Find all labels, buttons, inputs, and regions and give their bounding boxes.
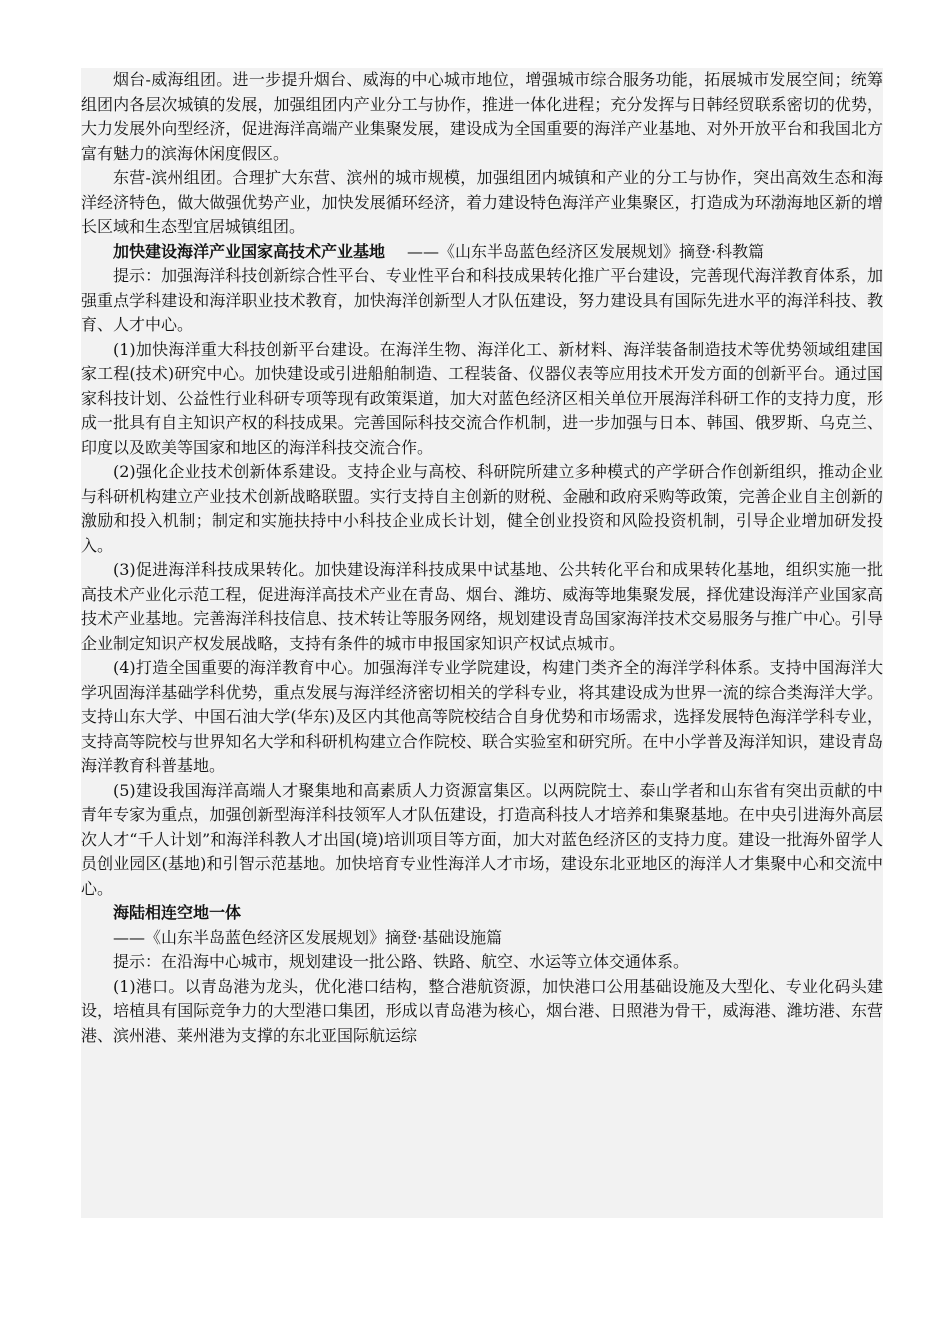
item-paragraph-3: (3)促进海洋科技成果转化。加快建设海洋科技成果中试基地、公共转化平台和成果转化基地，组织实施一批高技术产业化示范工程，促进海洋高技术产业在青岛、烟台、潍坊、威海等地集聚发展，择优建设海洋产业国家高技术产业基地。完善海洋科技信息、技术转让等服务网络，规划建设青岛国家海洋技术交易服务与推广中心。引导企业制定知识产权发展战略，支持有条件的城市申报国家知识产权试点城市。 bbox=[81, 560, 883, 653]
item-paragraph-port: (1)港口。以青岛港为龙头，优化港口结构，整合港航资源，加快港口公用基础设施及大型化、专业化码头建设，培植具有国际竞争力的大型港口集团，形成以青岛港为核心，烟台港、日照港为骨干，威海港、潍坊港、东营港、滨州港、莱州港为支撑的东北亚国际航运综 bbox=[81, 976, 883, 1045]
section-heading-tech-base: 加快建设海洋产业国家高技术产业基地 bbox=[113, 241, 386, 261]
paragraph-dongying-binzhou: 东营-滨州组团。合理扩大东营、滨州的城市规模，加强组团内城镇和产业的分工与协作，突出高效生态和海洋经济特色，做大做强优势产业，加快发展循环经济，着力建设特色海洋产业集聚区，打造成为环渤海地区新的增长区域和生态型宜居城镇组团。 bbox=[81, 168, 883, 236]
section-heading-infrastructure-line bbox=[81, 901, 883, 926]
tip-paragraph-keji: 提示：加强海洋科技创新综合性平台、专业性平台和科技成果转化推广平台建设，完善现代海洋教育体系，加强重点学科建设和海洋职业技术教育，加快海洋创新型人才队伍建设，努力建设具有国际先进水平的海洋科技、教育、人才中心。 bbox=[81, 266, 883, 334]
document-text-area bbox=[81, 68, 883, 1218]
document-body bbox=[81, 68, 883, 1048]
item-paragraph-2: (2)强化企业技术创新体系建设。支持企业与高校、科研院所建立多种模式的产学研合作创新组织，推动企业与科研机构建立产业技术创新战略联盟。实行支持自主创新的财税、金融和政府采购等政策，完善企业自主创新的激励和投入机制；制定和实施扶持中小科技企业成长计划，健全创业投资和风险投资机制，引导企业增加研发投入。 bbox=[81, 462, 883, 555]
paragraph-yantai-weihai: 烟台-威海组团。进一步提升烟台、威海的中心城市地位，增强城市综合服务功能，拓展城市发展空间；统筹组团内各层次城镇的发展，加强组团内产业分工与协作，推进一体化进程；充分发挥与日韩经贸联系密切的优势，大力发展外向型经济，促进海洋高端产业集聚发展，建设成为全国重要的海洋产业基地、对外开放平台和我国北方富有魅力的滨海休闲度假区。 bbox=[81, 70, 883, 163]
section-source-infrastructure: ——《山东半岛蓝色经济区发展规划》摘登·基础设施篇 bbox=[113, 927, 503, 947]
item-paragraph-1: (1)加快海洋重大科技创新平台建设。在海洋生物、海洋化工、新材料、海洋装备制造技术等优势领域组建国家工程(技术)研究中心。加快建设或引进船舶制造、工程装备、仪器仪表等应用技术开发方面的创新平台。通过国家科技计划、公益性行业科研专项等现有政策渠道，加大对蓝色经济区相关单位开展海洋科研工作的支持力度，形成一批具有自主知识产权的科技成果。完善国际科技交流合作机制，进一步加强与日本、韩国、俄罗斯、乌克兰、印度以及欧美等国家和地区的海洋科技交流合作。 bbox=[81, 339, 883, 457]
section-heading-infrastructure: 海陆相连空地一体 bbox=[113, 903, 242, 922]
item-paragraph-4: (4)打造全国重要的海洋教育中心。加强海洋专业学院建设，构建门类齐全的海洋学科体系。支持中国海洋大学巩固海洋基础学科优势，重点发展与海洋经济密切相关的学科专业，将其建设成为世界一流的综合类海洋大学。支持山东大学、中国石油大学(华东)及区内其他高等院校结合自身优势和市场需求，选择发展特色海洋学科专业，支持高等院校与世界知名大学和科研机构建立合作院校、联合实验室和研究所。在中小学普及海洋知识，建设青岛海洋教育科普基地。 bbox=[81, 658, 883, 775]
section-source-keji: ——《山东半岛蓝色经济区发展规划》摘登·科教篇 bbox=[407, 241, 765, 261]
tip-paragraph-infrastructure: 提示：在沿海中心城市，规划建设一批公路、铁路、航空、水运等立体交通体系。 bbox=[113, 952, 690, 971]
section-heading-line bbox=[81, 240, 883, 265]
item-paragraph-5: (5)建设我国海洋高端人才聚集地和高素质人力资源富集区。以两院院士、泰山学者和山东省有突出贡献的中青年专家为重点，加强创新型海洋科技领军人才队伍建设，打造高科技人才培养和集聚基地。在中央引进海外高层次人才“千人计划”和海洋科教人才出国(境)培训项目等方面，加大对蓝色经济区的支持力度。建设一批海外留学人员创业园区(基地)和引智示范基地。加快培育专业性海洋人才市场，建设东北亚地区的海洋人才集聚中心和交流中心。 bbox=[81, 780, 883, 898]
